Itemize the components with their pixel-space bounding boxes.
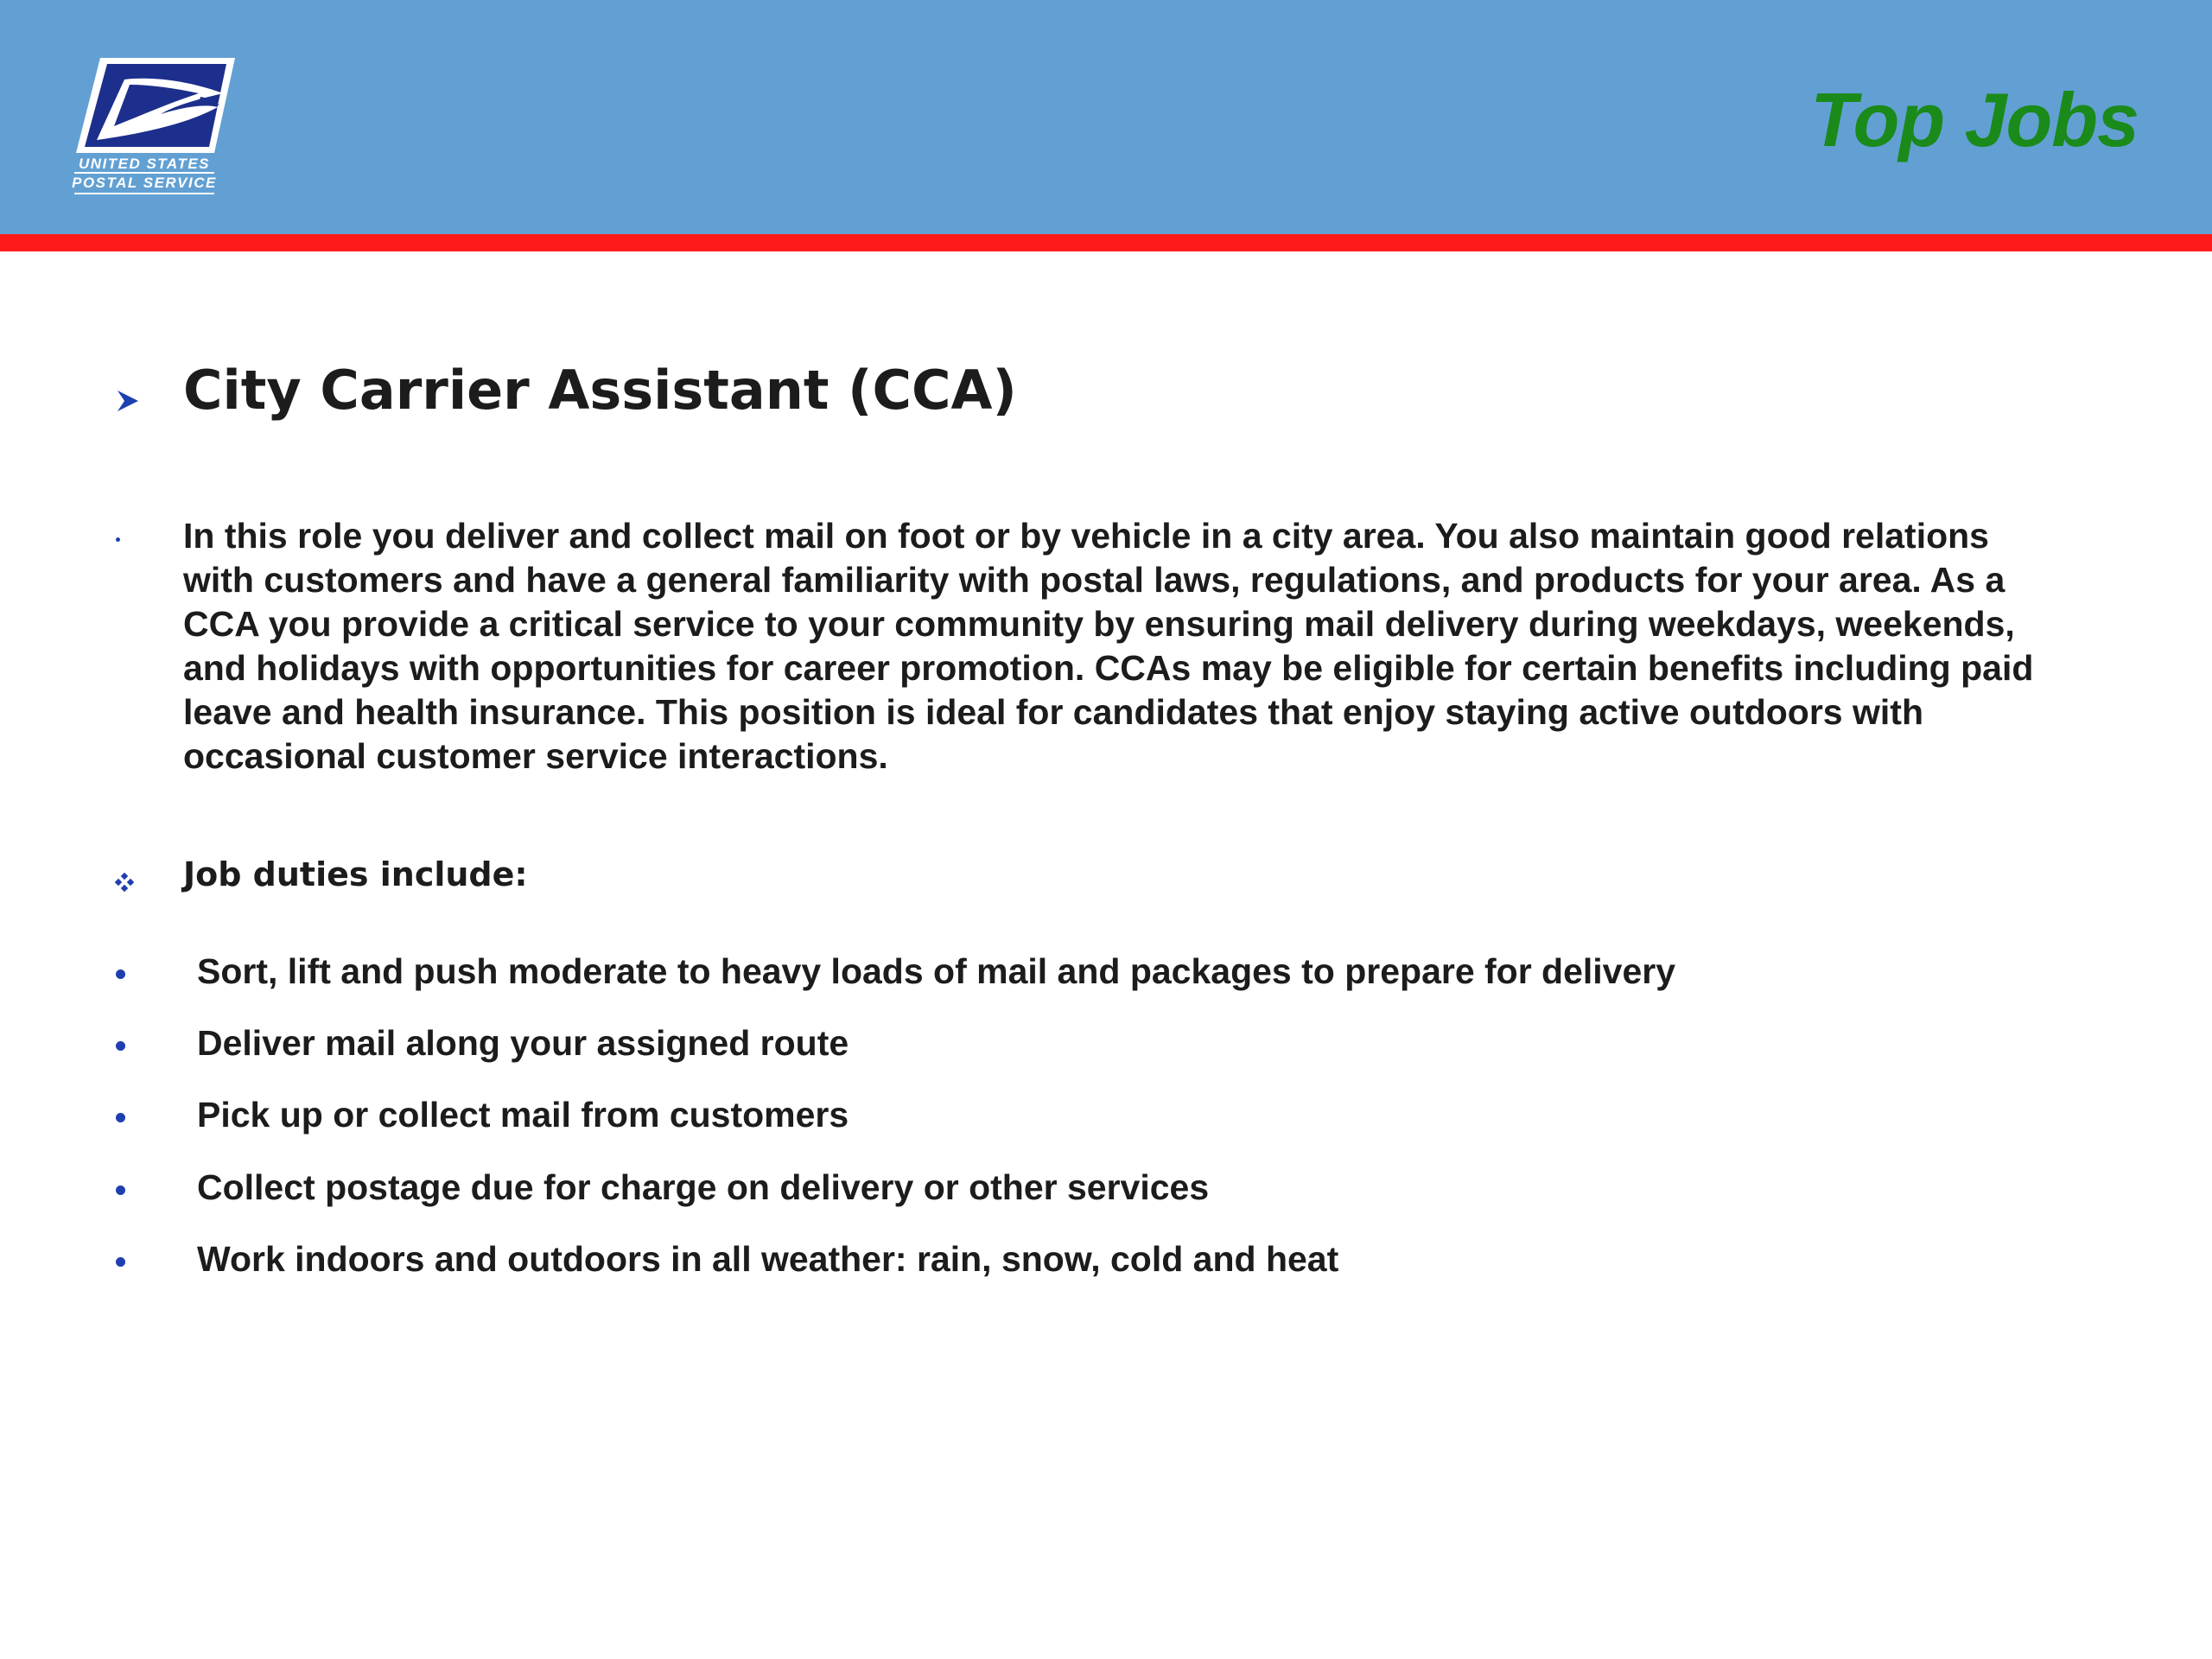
logo-rule: [74, 172, 214, 174]
arrow-bullet-icon: [115, 388, 141, 414]
duty-item: Work indoors and outdoors in all weather: rain, snow, cold and heat: [197, 1239, 1339, 1279]
usps-eagle-icon: [71, 54, 235, 170]
usps-logo: [71, 54, 235, 196]
diamond-bullet-icon: [115, 873, 134, 892]
page-title: Top Jobs: [1810, 77, 2139, 162]
list-bullet-icon: [116, 969, 125, 979]
duty-item: Pick up or collect mail from customers: [197, 1095, 849, 1135]
duty-item: Sort, lift and push moderate to heavy loads of mail and packages to prepare for delivery: [197, 951, 1676, 991]
list-bullet-icon: [116, 1041, 125, 1051]
logo-text-line1: UNITED STATES: [78, 156, 211, 172]
duty-item: Collect postage due for charge on delivery or other services: [197, 1167, 1210, 1207]
list-bullet-icon: [116, 1113, 125, 1122]
job-description: In this role you deliver and collect mail on foot or by vehicle in a city area. You also maintain good relations with customers and have a general familiarity with postal laws, regulations, and products for your area. As a CCA you provide a critical service to your community by ensuring mail delivery during weekdays, weekends, and holidays with opportunities for career promotion. CCAs may be eligible for certain benefits including paid leave and health insurance. This position is ideal for candidates that enjoy staying active outdoors with occasional customer service interactions.: [183, 516, 2034, 776]
list-bullet-icon: [116, 1185, 125, 1195]
list-bullet-icon: [116, 1257, 125, 1267]
small-bullet-icon: [116, 537, 120, 542]
logo-rule: [74, 193, 214, 194]
logo-text-line2: POSTAL SERVICE: [72, 175, 217, 191]
header-accent-bar: [0, 234, 2212, 251]
job-title: City Carrier Assistant (CCA): [183, 359, 1017, 422]
duty-item: Deliver mail along your assigned route: [197, 1023, 849, 1063]
duties-heading: Job duties include:: [183, 855, 528, 893]
